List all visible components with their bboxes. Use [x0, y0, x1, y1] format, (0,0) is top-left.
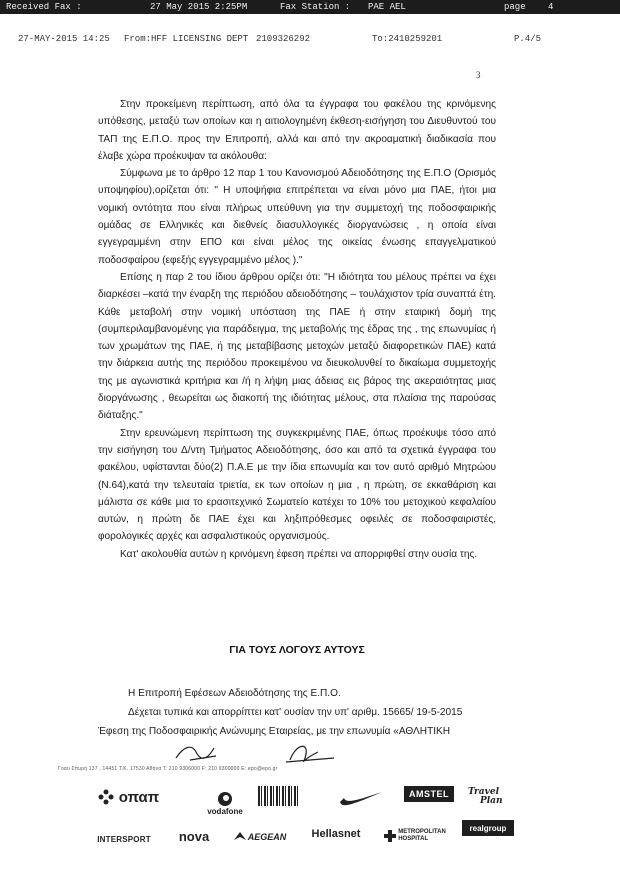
fax-header-to: To:2410259201 — [372, 34, 443, 44]
metropolitan-logo-text — [398, 829, 446, 843]
fax-received-date: 27 May 2015 2:25PM — [150, 2, 248, 12]
fax-header-from-number: 2109326292 — [256, 34, 311, 44]
sponsor-opap-logo — [92, 784, 164, 810]
fax-banner — [0, 0, 620, 14]
fax-header-from: From:HFF LICENSING DEPT — [124, 34, 249, 44]
nova-logo-text: nova — [178, 828, 210, 844]
fax-page-label: page — [504, 2, 526, 12]
vodafone-drop-icon — [217, 791, 233, 807]
section-heading: ΓΙΑ ΤΟΥΣ ΛΟΓΟΥΣ ΑΥΤΟΥΣ — [229, 644, 365, 656]
signature-2 — [286, 746, 334, 762]
fax-station: PAE AEL — [368, 2, 406, 12]
sponsor-aegean-logo — [228, 830, 292, 844]
sponsor-metropolitan-logo — [384, 826, 446, 846]
hellasnet-logo-text: Hellasnet — [311, 828, 361, 840]
sponsor-vodafone-logo — [200, 786, 250, 820]
fax-received-label: Received Fax : — [6, 2, 82, 12]
fax-transmission-header — [0, 34, 620, 48]
fax-header-date: 27-MAY-2015 14:25 — [18, 34, 110, 44]
decision-ruling: Δέχεται τυπικά και απορρίπτει κατ' ουσίαν την υπ' αριθμ. 15665/ 19-5-2015 — [128, 707, 463, 718]
sponsor-amstel-logo — [404, 786, 454, 802]
realgroup-logo-text: realgroup — [469, 823, 507, 833]
aegean-logo-text: AEGEAN — [247, 832, 287, 842]
fax-header-pages: P.4/5 — [514, 34, 542, 44]
paragraph-case-facts: Στην ερευνώμενη περίπτωση της συγκεκριμένης ΠΑΕ, όπως προέκυψε τόσο από την εισήγηση του Δ/ντη Τμήματος Αδειοδότησης, όσο και από τα σχετικά έγγραφα του φακέλου, υφίστανται δύο(2) Π.Α.Ε με την ίδια επωνυμία και τον αυτό αριθμό Μητρώου (Ν.64),κατά την τελευταία τριετία, εκ των οποίων η μια , η πρώτη, σε εκκαθάριση και μάλιστα σε κάθε μια το ερασιτεχνικό Σωματείο κατέχει το 10% του μετοχικού κεφαλαίου αυτών, η πρώτη δε ΠΑΕ έχει και ληξιπρόθεσμες οφειλές σε ποδοσφαιριστές, φορολογικές αρχές και ασφαλιστικούς οργανισμούς. — [98, 427, 496, 543]
intersport-logo-text: INTERSPORT — [97, 834, 151, 844]
travel-logo-line2: Plan — [480, 796, 503, 806]
sponsor-hellasnet-logo — [306, 826, 366, 842]
sponsor-travel-plan-logo — [468, 782, 518, 812]
fax-page: 4 — [548, 2, 554, 12]
decision-appeal: Έφεση της Ποδοσφαιρικής Ανώνυμης Εταιρείας, με την επωνυμία «ΑΘΛΗΤΙΚΗ — [98, 726, 451, 737]
amstel-logo-text: AMSTEL — [409, 789, 449, 799]
paragraph-article-12-2: Επίσης η παρ 2 του ίδιου άρθρου ορίζει ότι: "Η ιδιότητα του μέλους πρέπει να έχει διαρκέσει –κατά την έναρξη της περιόδου αδειοδότησης – τουλάχιστον τρία συναπτά έτη. Κάθε μεταβολή στην νομική υπόσταση της ΠΑΕ ή στην εταιρική δομή της (συμπεριλαμβανομένης για παράδειγμα, της μεταβολής της έδρας της , της επωνυμίας ή των χρωμάτων της ΠΑΕ, ή της μεταβίβασης μετοχών μεταξύ διαφορετικών ΠΑΕ) κατά την διάρκεια αυτής της περιόδου προκειμένου να διευκολυνθεί το δικαίωμα συμμετοχής της με αγωνιστικά κριτήρια και /ή η λήψη μιας άδειας εις βάρος της ακεραιότητας μιας διοργάνωσης , θεωρείται ως διακοπή της ιδιότητας μέλους, στα πλαίσια της παρούσας διάταξης." — [98, 271, 496, 422]
opap-star-icon — [97, 788, 115, 806]
sponsor-nova-logo — [174, 822, 214, 850]
document-body — [98, 96, 496, 563]
page-number: 3 — [476, 70, 481, 80]
sponsor-barcode-logo — [258, 786, 300, 806]
aegean-bird-icon — [234, 832, 246, 842]
fax-station-label: Fax Station : — [280, 2, 351, 12]
decision-committee: Η Επιτροπή Εφέσεων Αδειοδότησης της Ε.Π.Ο. — [128, 688, 341, 699]
sponsor-nike-logo — [338, 788, 384, 808]
paragraph-conclusion: Κατ' ακολουθία αυτών η κρινόμενη έφεση πρέπει να απορριφθεί στην ουσία της. — [120, 548, 478, 560]
footer-address: Γοαυ Σπυρή 137 , 14451 Τ.Κ. 17530 Αθήνα Τ: 210 9306000 F: 210 9300000 E: epo@epo.gr — [58, 766, 278, 772]
metropolitan-line2: HOSPITAL — [398, 836, 429, 842]
nike-swoosh-icon — [338, 788, 384, 808]
travel-logo-line1: Travel — [468, 787, 499, 797]
metropolitan-cross-icon — [384, 830, 396, 842]
vodafone-logo-text: vodafone — [207, 806, 243, 816]
signatures — [170, 740, 370, 766]
signature-1 — [176, 747, 216, 760]
sponsor-intersport-logo — [94, 832, 154, 846]
sponsor-realgroup-logo — [462, 820, 514, 836]
metropolitan-line1: METROPOLITAN — [398, 829, 446, 835]
opap-logo-text: οπαπ — [118, 788, 160, 806]
paragraph-article-12-1: Σύμφωνα με το άρθρο 12 παρ 1 του Κανονισμού Αδειοδότησης της Ε.Π.Ο (Ορισμός υποψηφίου),ορίζεται ότι: " Η υποψήφια επιτρέπεται να είναι μόνο μια ΠΑΕ, ήτοι μια νομική οντότητα που είναι πλήρως υπεύθυνη για την συμμετοχή της ποδοσφαιρικής ομάδας σε Ελληνικές και διεθνείς διασυλλογικές διοργανώσεις , η οποία είναι εγγεγραμμένη στην ΕΠΟ και είναι μέλος της οικείας ένωσης επαγγελματικού ποδοσφαίρου (εφεξής εγγεγραμμένο μέλος )." — [98, 168, 496, 266]
paragraph-findings-intro: Στην προκείμενη περίπτωση, από όλα τα έγγραφα του φακέλου της κρινόμενης υπόθεσης, μεταξύ των οποίων και η αιτιολογημένη έκθεση-εισήγηση του Διευθυντού του ΤΑΠ της Ε.Π.Ο. προς την Επιτροπή, αλλά και από την ακροαματική διαδικασία που έλαβε χώρα προέκυψαν τα ακόλουθα: — [98, 99, 496, 162]
decision-block — [98, 684, 496, 741]
